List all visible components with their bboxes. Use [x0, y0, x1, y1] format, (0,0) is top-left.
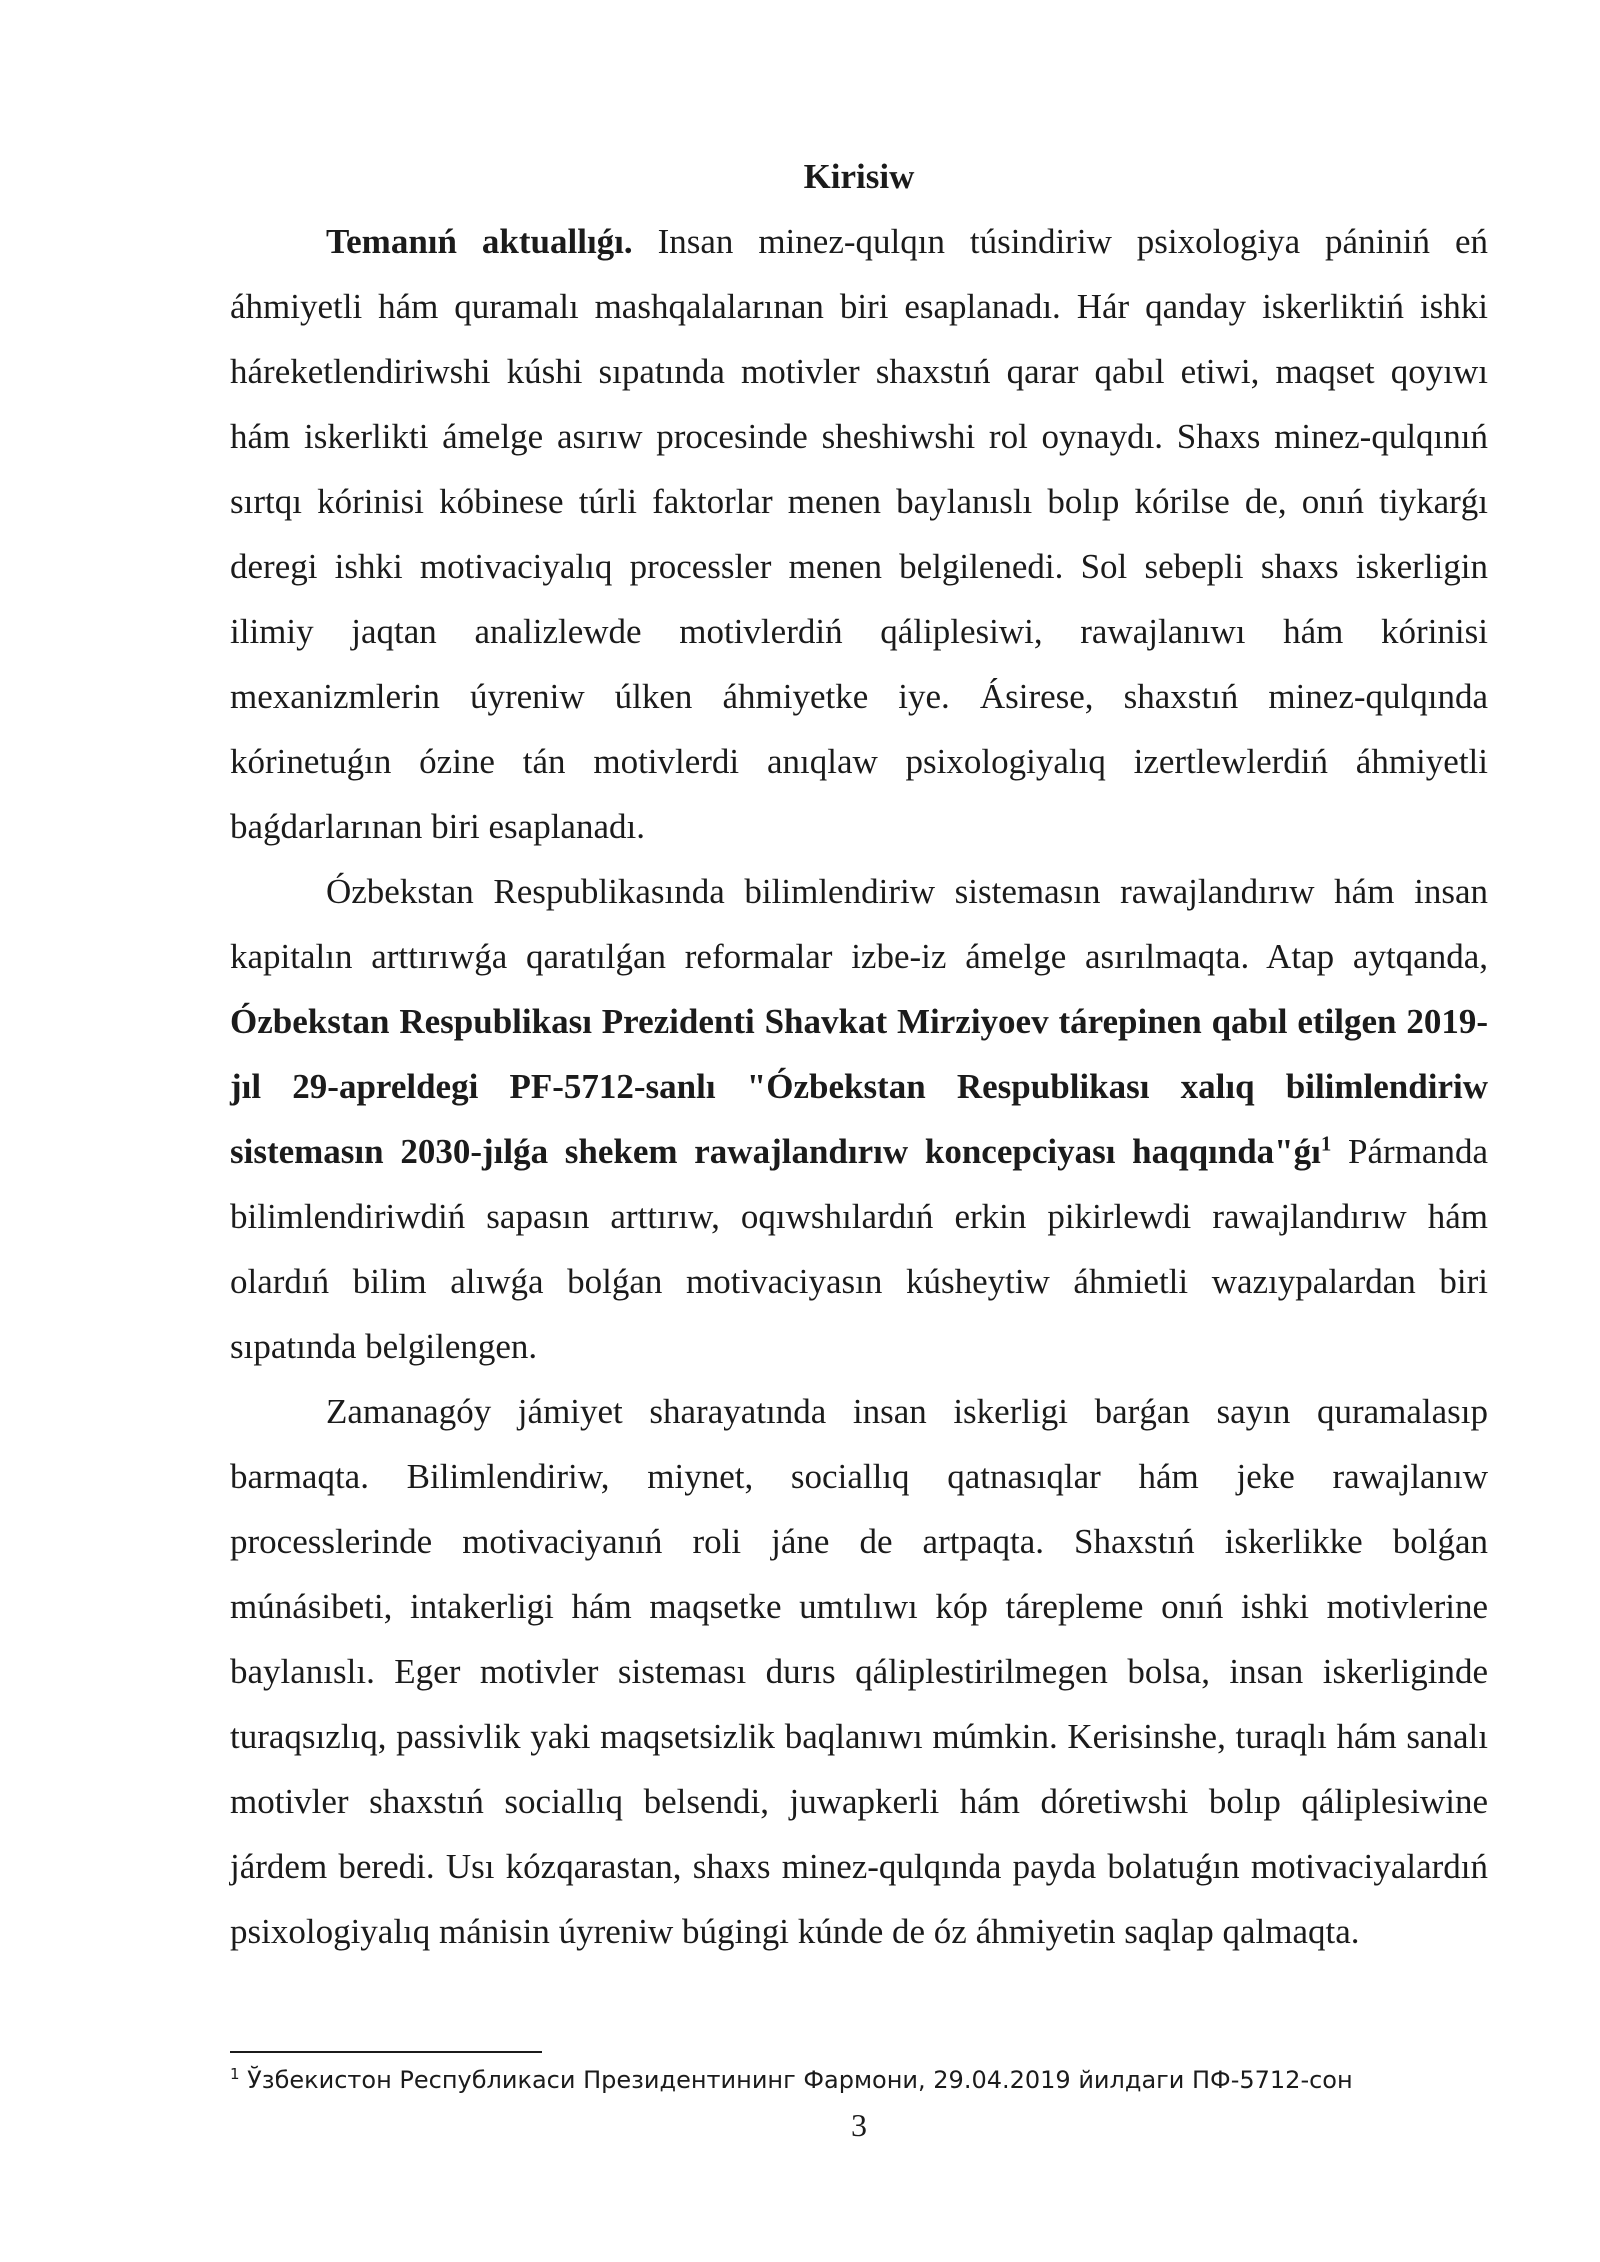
- page-number: 3: [851, 2107, 867, 2143]
- section-title: Kirisiw: [803, 157, 915, 196]
- paragraph-relevance: [230, 209, 1488, 859]
- body-text: [230, 209, 1488, 1964]
- paragraph-text: Insan minez-qulqın túsindiriw psixologiya pániniń eń áhmiyetli hám quramalı mashqalalarınan biri esaplanadı. Hár qanday iskerliktiń ishki háreketlendiriwshi kúshi sıpatında motivler shaxstıń qarar qabıl etiwi, maqset qoyıwı hám iskerlikti ámelge asırıw procesinde sheshiwshi rol oynaydı. Shaxs minez-qulqınıń sırtqı kórinisi kóbinese túrli faktorlar menen baylanıslı bolıp kórilse de, onıń tiykarǵı deregi ishki motivaciyalıq processler menen belgilenedi. Sol sebepli shaxs iskerligin ilimiy jaqtan analizlewde motivlerdiń qáliplesiwi, rawajlanıwı hám kórinisi mexanizmlerin úyreniw úlken áhmiyetke iye. Ásirese, shaxstıń minez-qulqında kórinetuǵın ózine tán motivlerdi anıqlaw psixologiyalıq izertlewlerdiń áhmiyetli baǵdarlarınan biri esaplanadı.: [230, 222, 1488, 846]
- footnote-text: Ўзбекистон Республикаси Президентининг Фармони, 29.04.2019 йилдаги ПФ-5712-сон: [239, 2066, 1353, 2094]
- footnote-number: 1: [230, 2065, 240, 2083]
- footnote-separator: [230, 2051, 542, 2053]
- paragraph-text: Zamanagóy jámiyet sharayatında insan iskerligi barǵan sayın quramalasıp barmaqta. Bilimlendiriw, miynet, sociallıq qatnasıqlar hám jeke rawajlanıw processlerinde motivaciyanıń roli jáne de artpaqta. Shaxstıń iskerlikke bolǵan múnásibeti, intakerligi hám maqsetke umtılıwı kóp tárepleme onıń ishki motivlerine baylanıslı. Eger motivler sisteması durıs qáliplestirilmegen bolsa, insan iskerliginde turaqsızlıq, passivlik yaki maqsetsizlik baqlanıwı múmkin. Kerisinshe, turaqlı hám sanalı motivler shaxstıń sociallıq belsendi, juwapkerli hám dóretiwshi bolıp qáliplesiwine járdem beredi. Usı kózqarastan, shaxs minez-qulqında payda bolatuǵın motivaciyalardıń psixologiyalıq mánisin úyreniw búgingi kúnde de óz áhmiyetin saqlap qalmaqta.: [230, 1392, 1488, 1951]
- paragraph-motivation: [230, 1379, 1488, 1964]
- paragraph-intro: Ózbekstan Respublikasında bilimlendiriw sistemasın rawajlandırıw hám insan kapitalın arttırıwǵa qaratılǵan reformalar izbe-iz ámelge asırılmaqta. Atap aytqanda,: [230, 872, 1488, 976]
- paragraph-lead: Temanıń aktuallıǵı.: [326, 222, 633, 261]
- paragraph-rest: Pármanda bilimlendiriwdiń sapasın arttırıw, oqıwshılardıń erkin pikirlewdi rawajlandırıw hám olardıń bilim alıwǵa bolǵan motivaciyasın kúsheytiw áhmietli wazıypalardan biri sıpatında belgilengen.: [230, 1132, 1488, 1366]
- footnote-reference: 1: [1320, 1131, 1332, 1156]
- decree-reference: Ózbekstan Respublikası Prezidenti Shavkat Mirziyoev tárepinen qabıl etilgen 2019-jıl 29-apreldegi PF-5712-sanlı "Ózbekstan Respublikası xalıq bilimlendiriw sistemasın 2030-jılǵa shekem rawajlandırıw koncepciyası haqqında"ǵı: [230, 1002, 1488, 1171]
- paragraph-reforms: [230, 859, 1488, 1379]
- footnote: [230, 2060, 1488, 2100]
